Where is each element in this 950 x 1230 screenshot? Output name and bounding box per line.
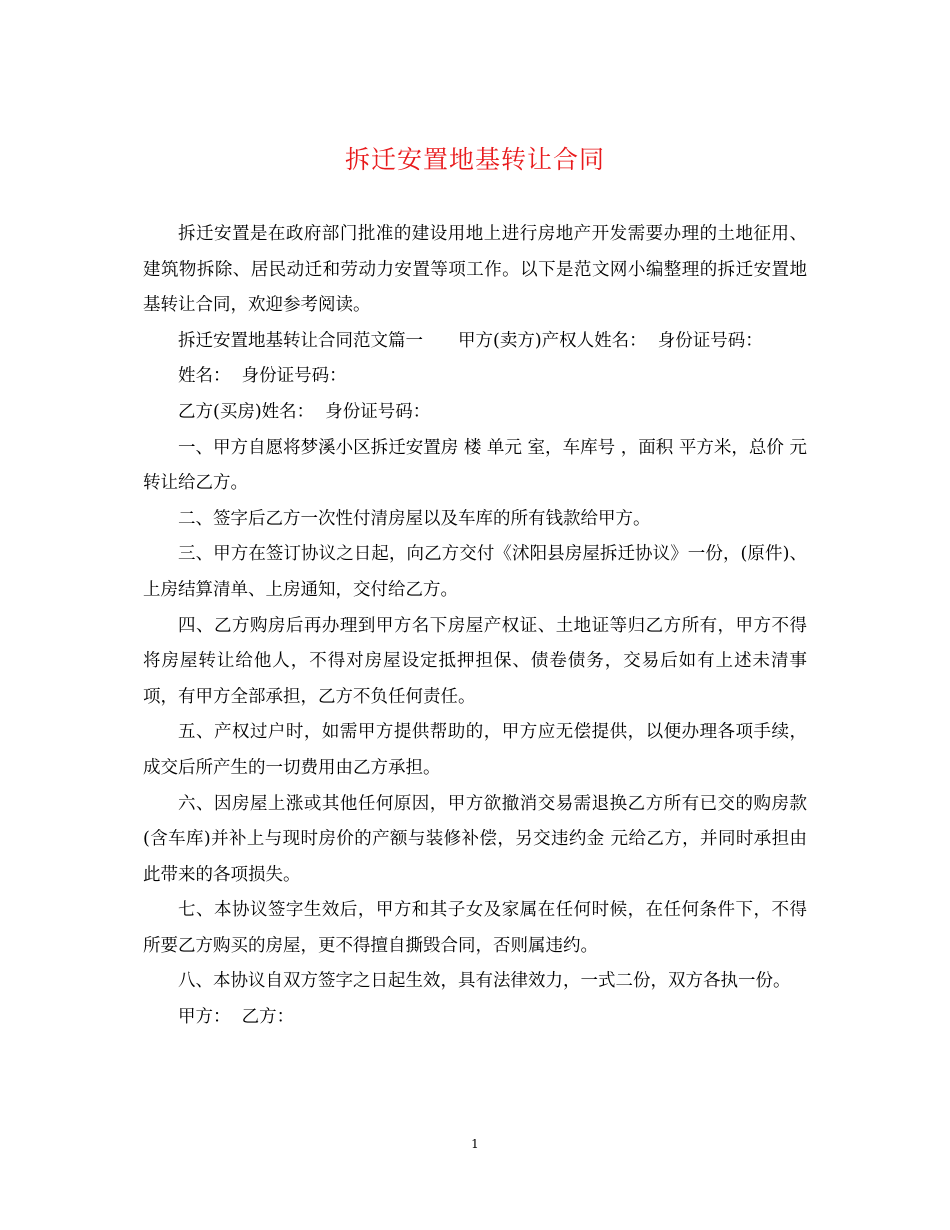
clause-1: 一、甲方自愿将梦溪小区拆迁安置房 楼 单元 室，车库号 ，面积 平方米，总价 元转让给乙方。	[143, 437, 807, 494]
clause-8: 八、本协议自双方签字之日起生效，具有法律效力，一式二份，双方各执一份。	[178, 971, 791, 992]
document-body	[143, 217, 807, 1036]
signature-line: 甲方： 乙方：	[178, 1007, 295, 1028]
clause-6: 六、因房屋上涨或其他任何原因，甲方欲撤消交易需退换乙方所有已交的购房款(含车库)并补上与现时房价的产额与装修补偿，另交违约金 元给乙方，并同时承担由此带来的各项损失。	[143, 793, 807, 885]
paragraph-party-b: 乙方(买房)姓名： 身份证号码：	[178, 401, 431, 422]
paragraph-party-a: 拆迁安置地基转让合同范文篇一 甲方(卖方)产权人姓名： 身份证号码：	[178, 330, 763, 351]
paragraph-intro: 拆迁安置是在政府部门批准的建设用地上进行房地产开发需要办理的土地征用、建筑物拆除、居民动迁和劳动力安置等项工作。以下是范文网小编整理的拆迁安置地基转让合同，欢迎参考阅读。	[143, 224, 807, 316]
clause-5: 五、产权过户时，如需甲方提供帮助的，甲方应无偿提供，以便办理各项手续，成交后所产生的一切费用由乙方承担。	[143, 722, 807, 778]
paragraph-name-id: 姓名： 身份证号码：	[178, 366, 347, 387]
clause-7: 七、本协议签字生效后，甲方和其子女及家属在任何时候，在任何条件下，不得所要乙方购买的房屋，更不得擅自撕毁合同，否则属违约。	[143, 900, 807, 956]
document-title: 拆迁安置地基转让合同	[344, 145, 605, 174]
clause-2: 二、签字后乙方一次性付清房屋以及车库的所有钱款给甲方。	[178, 508, 651, 529]
page-number: 1	[471, 1137, 479, 1151]
clause-4: 四、乙方购房后再办理到甲方名下房屋产权证、土地证等归乙方所有，甲方不得将房屋转让给他人，不得对房屋设定抵押担保、债卷债务，交易后如有上述未清事项，有甲方全部承担，乙方不负任何责任。	[143, 615, 807, 707]
clause-3: 三、甲方在签订协议之日起，向乙方交付《沭阳县房屋拆迁协议》一份，(原件)、上房结算清单、上房通知，交付给乙方。	[143, 544, 807, 600]
